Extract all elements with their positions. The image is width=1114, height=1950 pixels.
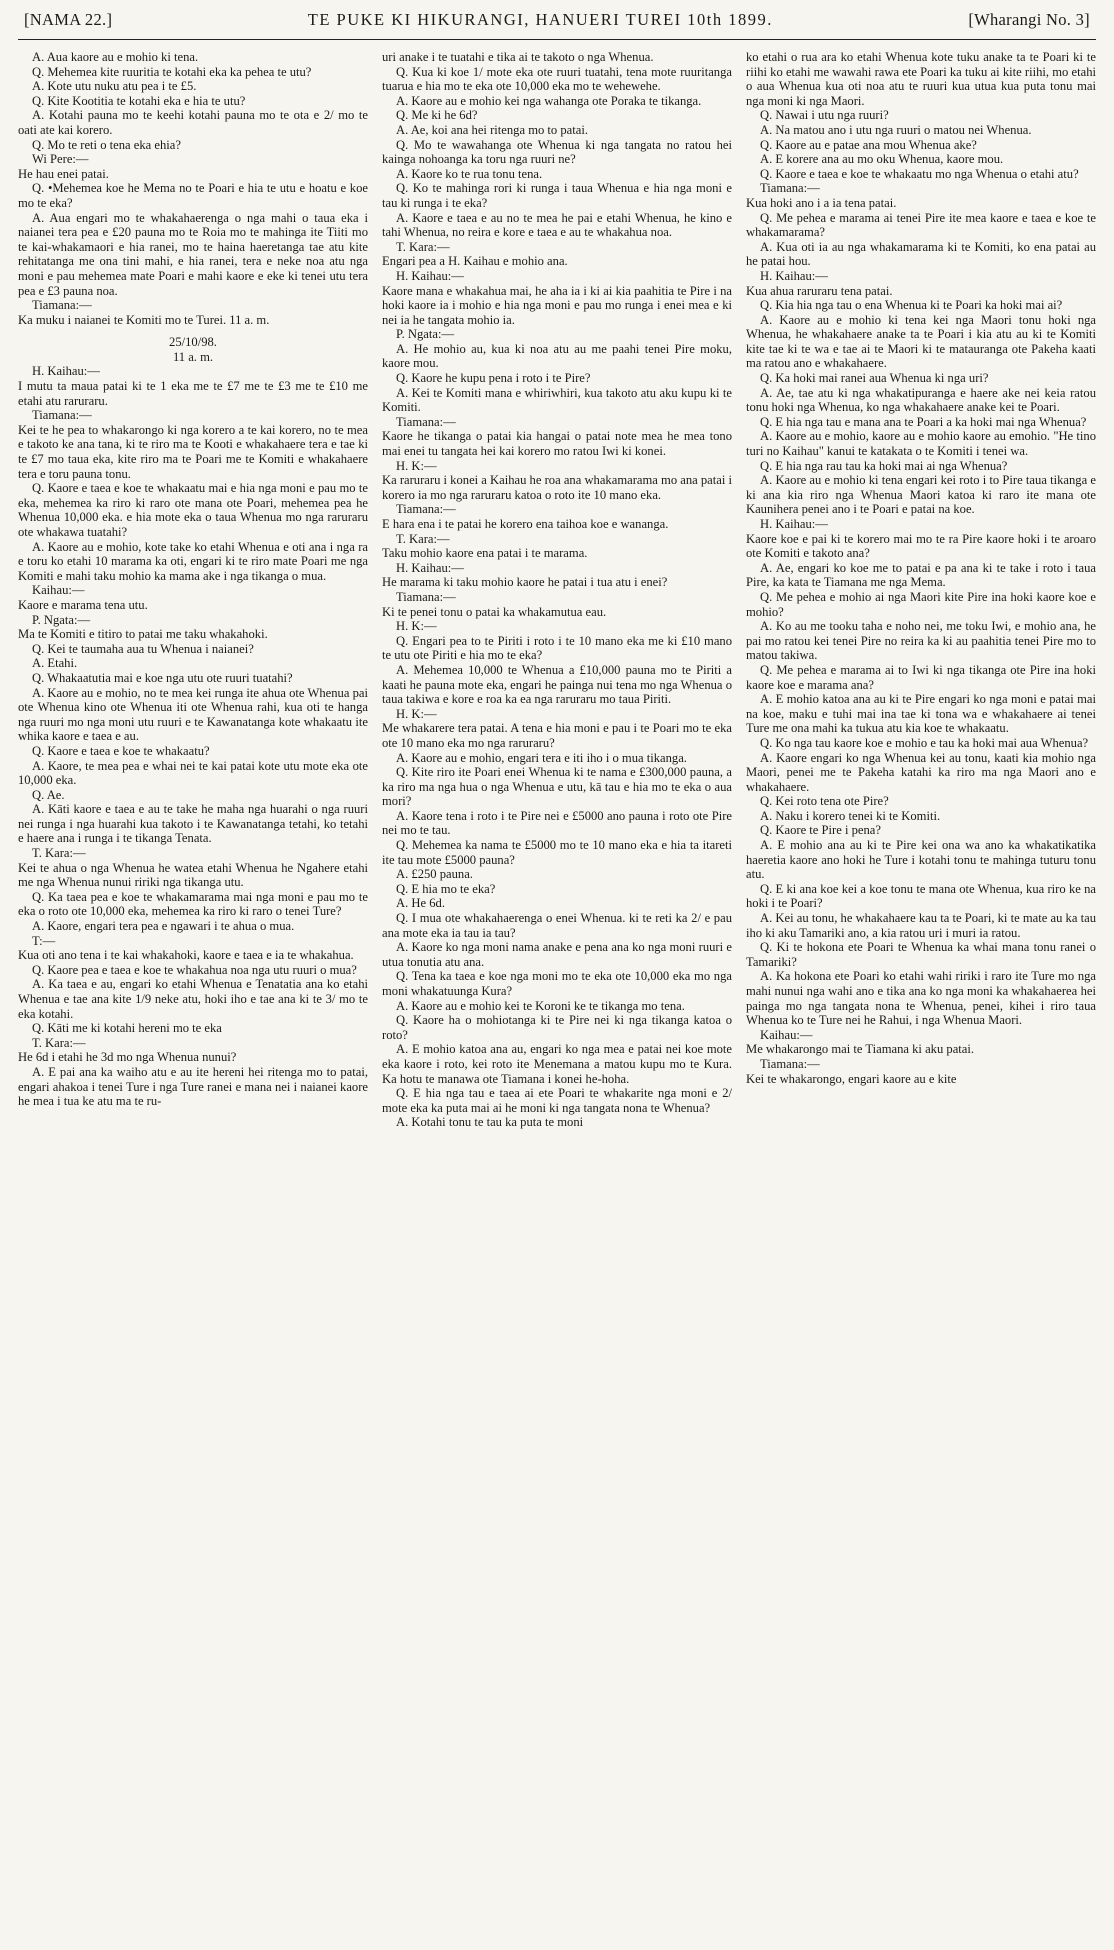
speaker-label: Tiamana:—: [760, 181, 820, 196]
question-paragraph: Q. Kua ki koe 1/ mote eka ote ruuri tuatahi, tena mote ruuritanga tuarua e hia mo te eka ote 10,000 eka mo te wehewehe.: [382, 64, 732, 94]
question-paragraph: Q. E hia mo te eka?: [396, 881, 496, 896]
question-paragraph: Q. Me ki he 6d?: [396, 108, 478, 123]
question-paragraph: Q. Kaore he kupu pena i roto i te Pire?: [396, 371, 591, 386]
question-paragraph: Q. Kei roto tena ote Pire?: [760, 794, 889, 809]
answer-paragraph: A. Kotahi tonu te tau ka puta te moni: [396, 1115, 584, 1130]
statement-paragraph: Kaore mana e whakahua mai, he aha ia i ki ai kia paahitia te Pire i na hoki kaore ia i mohio e hia nga moni e pau mo runga i enei mea e ki nei ia he tangata mohio ia.: [382, 283, 732, 327]
speaker-label: Tiamana:—: [396, 502, 456, 517]
statement-paragraph: Kei te ahua o nga Whenua he watea etahi Whenua he Ngahere etahi me nga Whenua nunui ririki nga tikanga utu.: [18, 860, 368, 890]
statement-paragraph: He marama ki taku mohio kaore he patai i tua atu i enei?: [382, 575, 668, 590]
statement-paragraph: I mutu ta maua patai ki te 1 eka me te £7 me te £3 me te £10 me etahi atu raruraru.: [18, 379, 368, 408]
answer-paragraph: A. Kaore au e mohio, no te mea kei runga ite ahua ote Whenua pai ote Whenua kino ote Whenua iti ote Whenua rahi, kua oti te hanga nga ruuri mo nga moni utu ruuri e te Kawanatanga kote whakaatu ite whika kaore e taea e au.: [18, 685, 368, 744]
masthead-title: TE PUKE KI HIKURANGI, HANUERI TUREI 10th 1899.: [307, 10, 773, 29]
answer-paragraph: A. Kaore au e mohio, kote take ko etahi Whenua e oti ana i nga ra e toru ko etahi 10 marama ka oti, engari ki te riro mate Poari me nga Komiti e mahi taku mohio ka mama ake i nga tikanga o mua.: [18, 539, 368, 583]
statement-paragraph: E hara ena i te patai he korero ena taihoa koe e wananga.: [382, 517, 669, 531]
answer-paragraph: A. Kei te Komiti mana e whiriwhiri, kua takoto atu aku kupu ki te Komiti.: [382, 385, 732, 415]
question-paragraph: Q. Me pehea e marama ai to Iwi ki nga tikanga ote Pire ina hoki kaore koe e marama ana?: [746, 662, 1096, 692]
question-paragraph: Q. Ki te hokona ete Poari te Whenua ka whai mana tonu ranei o Tamariki?: [746, 940, 1096, 969]
speaker-label: Tiamana:—: [32, 408, 92, 423]
question-paragraph: Q. Kaore ha o mohiotanga ki te Pire nei ki nga tikanga katoa o roto?: [382, 1013, 732, 1042]
speaker-label: T. Kara:—: [32, 1035, 86, 1050]
speaker-label: P. Ngata:—: [396, 327, 455, 342]
statement-paragraph: Kei te whakarongo, engari kaore au e kite: [746, 1071, 957, 1086]
question-paragraph: Q. Kite Kootitia te kotahi eka e hia te utu?: [32, 93, 246, 108]
answer-paragraph: A. Kaore ko te rua tonu tena.: [396, 166, 543, 181]
answer-paragraph: A. Ae, tae atu ki nga whakatipuranga e haere ake nei keia ratou tonu hoki nga Whenua, ko nga whakahaere anake kei te Poari.: [746, 385, 1096, 415]
speaker-label: H. K:—: [396, 706, 437, 721]
speaker-label: Tiamana:—: [760, 1056, 820, 1071]
question-paragraph: Q. Kia hia nga tau o ena Whenua ki te Poari ka hoki mai ai?: [760, 298, 1063, 313]
answer-paragraph: A. Kaore ko nga moni nama anake e pena ana ko nga moni ruuri e utua tonutia atu ana.: [382, 940, 732, 969]
answer-paragraph: A. E korere ana au mo oku Whenua, kaore mou.: [760, 152, 1004, 167]
question-paragraph: Q. Ko te mahinga rori ki runga i taua Whenua e hia nga moni e tau ki runga i te eka?: [382, 181, 732, 210]
answer-paragraph: A. Kaore e taea e au no te mea he pai e etahi Whenua, he kino e tahi Whenua, no reira e kore e taea e au te whakahua noa.: [382, 210, 732, 240]
answer-paragraph: A. E mohio ana au ki te Pire kei ona wa ano ka whakatikatika haeretia kaore ano hoki he Ture i kotahi tonu te mahinga tuturu tonu atu.: [746, 838, 1096, 882]
answer-paragraph: A. Na matou ano i utu nga ruuri o matou nei Whenua.: [760, 122, 1032, 137]
question-paragraph: Q. Mo te wawahanga ote Whenua ki nga tangata no ratou hei kainga nohoanga ka toru nga ruuri ne?: [382, 137, 732, 167]
dateline: 11 a. m.: [172, 349, 214, 364]
text-columns: [18, 50, 1096, 1940]
answer-paragraph: A. Ae, engari ko koe me to patai e pa ana ki te take i roto i taua Pire, ka kata te Tiamana me nga Mema.: [746, 560, 1096, 590]
answer-paragraph: A. Kaore, engari tera pea e ngawari i te ahua o mua.: [32, 919, 295, 934]
answer-paragraph: A. Kaore au e mohio ki tena engari kei roto i to Pire taua tikanga e ki ana kia riro nga Whenua Maori katoa ki raro ite mana ote Kaunihera penei ano i te Poari e patai na koe.: [746, 473, 1096, 517]
dateline: 25/10/98.: [169, 335, 217, 350]
question-paragraph: Q. •Mehemea koe he Mema no te Poari e hia te utu e hoatu e koe mo te eka?: [18, 181, 368, 210]
statement-paragraph: Taku mohio kaore ena patai i te marama.: [382, 546, 588, 561]
answer-paragraph: A. E pai ana ka waiho atu e au ite hereni hei ritenga mo to patai, engari ahakoa i tenei Ture i nga Ture ranei e mana nei i naianei kaore he mea i tua ke atu ma te ru-: [18, 1064, 368, 1109]
question-paragraph: Q. Ae.: [32, 787, 65, 802]
question-paragraph: Q. Kāti me ki kotahi hereni mo te eka: [32, 1021, 222, 1036]
statement-paragraph: uri anake i te tuatahi e tika ai te takoto o nga Whenua.: [382, 50, 654, 64]
speaker-label: H. Kaihau:—: [396, 268, 464, 283]
answer-paragraph: A. Aua engari mo te whakahaerenga o nga mahi o taua eka i naianei tera pea e £20 pauna mo te Roia mo te mahinga ite Tiiti mo te kai-whakamaori e hia ranei, mo te haina haeretanga tae atu kite rehitatanga me ona tini mahi, e hia ranei, tera e neke noa atu nga moni e pau mehemea mate Poari e mahi kaore e eke ki tenei utu tera pea e £3 pauna noa.: [18, 210, 368, 298]
question-paragraph: Q. Mo te reti o tena eka ehia?: [32, 137, 181, 152]
answer-paragraph: A. Ka hokona ete Poari ko etahi wahi ririki i raro ite Ture mo nga mahi nunui nga wahi ano e tika ana ko nga moni ka whakahaerea hei painga mo nga tangata nona te Whenua, penei, kihei i riro taua Whenua ko te Ture nei he Rahui, i nga Whenua Maori.: [746, 969, 1096, 1028]
speaker-label: T. Kara:—: [396, 531, 450, 546]
answer-paragraph: A. Kaore au e mohio, kaore au e mohio kaore au emohio. "He tino turi no Kaihau" kanui te katakata o te Komiti i tenei wa.: [746, 429, 1096, 459]
question-paragraph: Q. Ka hoki mai ranei aua Whenua ki nga uri?: [760, 371, 989, 386]
question-paragraph: Q. E ki ana koe kei a koe tonu te mana ote Whenua, kua riro ke na hoki i te Poari?: [746, 881, 1096, 911]
speaker-label: H. Kaihau:—: [396, 560, 464, 575]
answer-paragraph: A. Aua kaore au e mohio ki tena.: [32, 50, 199, 64]
answer-paragraph: A. Kaore au e mohio kei te Koroni ke te tikanga mo tena.: [396, 998, 685, 1013]
statement-paragraph: Ki te penei tonu o patai ka whakamutua eau.: [382, 604, 607, 619]
statement-paragraph: Kei te he pea to whakarongo ki nga korero a te kai korero, no te mea e takoto ke ana tana, ki te riro ma te Kooti e whakahaere tera e tae ki te £7 mo taua eka, kite riro ma te Poari me te Komiti e whakahaere tera e toru pauna tonu.: [18, 422, 368, 481]
answer-paragraph: A. Kote utu nuku atu pea i te £5.: [32, 79, 197, 94]
column-3: [746, 50, 1096, 1940]
question-paragraph: Q. I mua ote whakahaerenga o enei Whenua. ki te reti ka 2/ e pau ana mote eka ia tau ia tau?: [382, 911, 732, 940]
answer-paragraph: A. Kāti kaore e taea e au te take he maha nga huarahi o nga ruuri nei runga i nga huarahi kua takoto i te Kawanatanga tetahi, ko tetahi e haere ana i runga i te tikanga Tenata.: [18, 802, 368, 846]
answer-paragraph: A. Mehemea 10,000 te Whenua a £10,000 pauna mo te Piriti a kaati he pauna mote eka, engari he painga nui tena mo nga Whenua o taua takiwa e kore e roa ka ea nga raruraru mo taua Piriti.: [382, 662, 732, 707]
answer-paragraph: A. Ko au me tooku taha e noho nei, me toku Iwi, e mohio ana, he pai mo ratou kei tenei Pire no reira ka ki au paahitia tenei Pire mo to matou takiwa.: [746, 619, 1096, 663]
answer-paragraph: A. Kaore, te mea pea e whai nei te kai patai kote utu mote eka ote 10,000 eka.: [18, 758, 368, 788]
question-paragraph: Q. Kaore e taea e koe te whakaatu mo nga Whenua o etahi atu?: [760, 166, 1079, 181]
answer-paragraph: A. He 6d.: [396, 896, 445, 911]
statement-paragraph: ko etahi o rua ara ko etahi Whenua kote tuku anake ta te Poari ki te riihi ko etahi me wawahi rawa ete Poari ka tuku ai kite riihi, mo etahi o aua Whenua kua oti noa atu te ruuri kua utua kua puta tonu mai nga moni ki nga Maori.: [746, 50, 1096, 108]
question-paragraph: Q. Ka taea pea e koe te whakamarama mai nga moni e pau mo te eka o roto ote 10,000 eka, mehemea ka riro ki raro o tenei Ture?: [18, 889, 368, 919]
speaker-label: T. Kara:—: [32, 846, 86, 861]
statement-paragraph: Ka muku i naianei te Komiti mo te Turei. 11 a. m.: [18, 312, 270, 327]
statement-paragraph: Engari pea a H. Kaihau e mohio ana.: [382, 254, 568, 269]
answer-paragraph: A. Kaore au e mohio kei nga wahanga ote Poraka te tikanga.: [396, 93, 702, 108]
statement-paragraph: Ka raruraru i konei a Kaihau he roa ana whakamarama mo ana patai i korero ia mo nga raruraru katoa o roto ite 10 mano eka.: [382, 473, 732, 502]
answer-paragraph: A. Kotahi pauna mo te keehi kotahi pauna mo te ota e 2/ mo te oati ate kai korero.: [18, 108, 368, 137]
issue-number: [NAMA 22.]: [24, 10, 113, 29]
speaker-label: T:—: [32, 933, 56, 948]
answer-paragraph: A. Kaore au e mohio, engari tera e iti iho i o mua tikanga.: [396, 750, 687, 765]
statement-paragraph: Me whakarere tera patai. A tena e hia moni e pau i te Poari mo te eka ote 10 mano eka mo nga raruraru?: [382, 721, 732, 750]
answer-paragraph: A. Ae, koi ana hei ritenga mo to patai.: [396, 122, 588, 137]
speaker-label: H. Kaihau:—: [760, 268, 828, 283]
answer-paragraph: A. Kaore engari ko nga Whenua kei au tonu, kaati kia mohio nga Maori, penei me te Pakeha katahi ka riro ma nga Maori ano e whakahaere.: [746, 750, 1096, 794]
speaker-label: Tiamana:—: [32, 298, 92, 313]
question-paragraph: Q. E hia nga rau tau ka hoki mai ai nga Whenua?: [760, 458, 1008, 473]
column-2: [382, 50, 732, 1940]
answer-paragraph: A. Kaore tena i roto i te Pire nei e £5000 ano pauna i roto ote Pire nei mo te tau.: [382, 808, 732, 838]
speaker-label: H. Kaihau:—: [760, 517, 828, 531]
answer-paragraph: A. Ka taea e au, engari ko etahi Whenua e Tenatatia ana ko etahi Whenua e tae ana kite 1/9 neke atu, hoki iho e tae ana ki te 3/ mo te eka kotahi.: [18, 977, 368, 1021]
speaker-label: H. Kaihau:—: [32, 364, 100, 379]
speaker-label: P. Ngata:—: [32, 612, 91, 627]
speaker-label: Kaihau:—: [32, 583, 85, 598]
question-paragraph: Q. Nawai i utu nga ruuri?: [760, 108, 889, 123]
answer-paragraph: A. Kua oti ia au nga whakamarama ki te Komiti, ko ena patai au he patai hou.: [746, 239, 1096, 269]
question-paragraph: Q. Whakaatutia mai e koe nga utu ote ruuri tuatahi?: [32, 670, 293, 685]
speaker-label: H. K:—: [396, 619, 437, 634]
answer-paragraph: A. Kei au tonu, he whakahaere kau ta te Poari, ki te mate au ka tau iho ki aku Tamariki ano, a kia ratou uri i muri ia ratou.: [746, 911, 1096, 940]
statement-paragraph: Kua hoki ano i a ia tena patai.: [746, 195, 897, 210]
speaker-label: Kaihau:—: [760, 1027, 813, 1042]
question-paragraph: Q. Me pehea e marama ai tenei Pire ite mea kaore e taea e koe te whakamarama?: [746, 210, 1096, 240]
statement-paragraph: He 6d i etahi he 3d mo nga Whenua nunui?: [18, 1050, 237, 1065]
speaker-label: H. K:—: [396, 458, 437, 473]
answer-paragraph: A. £250 pauna.: [396, 867, 473, 882]
answer-paragraph: A. E mohio katoa ana au ki te Pire engari ko nga moni e patai mai na koe, maku e tuhi mai ina tae ki tona wa e whakahaere ai tenei Ture me ona mahi ka tukua atu kia koe te whakaatu.: [746, 692, 1096, 736]
question-paragraph: Q. Engari pea to te Piriti i roto i te 10 mano eka me ki £10 mano te utu ote Piriti e hia mo te eka?: [382, 633, 732, 663]
question-paragraph: Q. Me pehea e mohio ai nga Maori kite Pire ina hoki kaore koe e mohio?: [746, 589, 1096, 619]
question-paragraph: Q. Kaore te Pire i pena?: [760, 823, 881, 838]
question-paragraph: Q. Kaore pea e taea e koe te whakahua noa nga utu ruuri o mua?: [32, 962, 357, 977]
question-paragraph: Q. E hia nga tau e taea ai ete Poari te whakarite nga moni e 2/ mote eka ka puta mai ai he moni ki nga tangata nona te Whenua?: [382, 1086, 732, 1115]
statement-paragraph: Kua oti ano tena i te kai whakahoki, kaore e taea e ia te whakahua.: [18, 948, 354, 963]
speaker-label: Wi Pere:—: [32, 152, 89, 167]
statement-paragraph: He hau enei patai.: [18, 166, 109, 181]
answer-paragraph: A. Naku i korero tenei ki te Komiti.: [760, 808, 941, 823]
speaker-label: Tiamana:—: [396, 414, 456, 429]
question-paragraph: Q. Kei te taumaha aua tu Whenua i naianei?: [32, 641, 254, 656]
answer-paragraph: A. He mohio au, kua ki noa atu au me paahi tenei Pire moku, kaore mou.: [382, 341, 732, 371]
statement-paragraph: Kua ahua raruraru tena patai.: [746, 283, 893, 298]
statement-paragraph: Kaore koe e pai ki te korero mai mo te ra Pire kaore hoki i te aroaro ote Komiti e takoto ana?: [746, 531, 1096, 561]
page-number: [Wharangi No. 3]: [968, 10, 1090, 29]
question-paragraph: Q. Kite riro ite Poari enei Whenua ki te nama e £300,000 pauna, a ka riro ma nga hua o nga Whenua e utu, kā tau e hia mo te eka o aua mori?: [382, 765, 732, 809]
answer-paragraph: A. Etahi.: [32, 656, 78, 671]
question-paragraph: Q. Kaore au e patae ana mou Whenua ake?: [760, 137, 977, 152]
question-paragraph: Q. Ko nga tau kaore koe e mohio e tau ka hoki mai aua Whenua?: [760, 735, 1089, 750]
question-paragraph: Q. Mehemea kite ruuritia te kotahi eka ka pehea te utu?: [32, 64, 312, 79]
page-header: [18, 6, 1096, 40]
column-1: [18, 50, 368, 1940]
statement-paragraph: Ma te Komiti e titiro to patai me taku whakahoki.: [18, 627, 268, 642]
statement-paragraph: Kaore he tikanga o patai kia hangai o patai note mea he mea tono mai enei tu tangata hei kai korero mo ratou Iwi ki konei.: [382, 429, 732, 459]
answer-paragraph: A. E mohio katoa ana au, engari ko nga mea e patai nei koe mote eka kaore i roto, kei roto ite Menemana a matou kupu mo te Kura. Ka hotu te manawa ote Tiamana i konei he-hoha.: [382, 1042, 732, 1086]
question-paragraph: Q. Mehemea ka nama te £5000 mo te 10 mano eka e hia ta itareti ite tau mote £5000 pauna?: [382, 838, 732, 867]
question-paragraph: Q. Tena ka taea e koe nga moni mo te eka ote 10,000 eka mo nga moni whakatuunga Kura?: [382, 969, 732, 998]
question-paragraph: Q. Kaore e taea e koe te whakaatu?: [32, 743, 210, 758]
question-paragraph: Q. E hia nga tau e mana ana te Poari a ka hoki mai nga Whenua?: [760, 414, 1087, 429]
statement-paragraph: Me whakarongo mai te Tiamana ki aku patai.: [746, 1042, 975, 1057]
statement-paragraph: Kaore e marama tena utu.: [18, 597, 148, 612]
speaker-label: T. Kara:—: [396, 239, 450, 254]
question-paragraph: Q. Kaore e taea e koe te whakaatu mai e hia nga moni e pau mo te eka, mehemea ka riro ki raro ote mana ote Poari, mehemea pea he Whenua 10,000 eka. e hia mote eka o taua Whenua mo nga raruraru ote whakawa tuatahi?: [18, 481, 368, 539]
answer-paragraph: A. Kaore au e mohio ki tena kei nga Maori tonu hoki nga Whenua, he whakahaere anake ta te Poari i kia atu au ki te Komiti kite tae ki te wa e tae ai te Maori ki te matauranga ote Pakeha kaati ma ratou ano e whakahaere.: [746, 312, 1096, 371]
speaker-label: Tiamana:—: [396, 589, 456, 604]
